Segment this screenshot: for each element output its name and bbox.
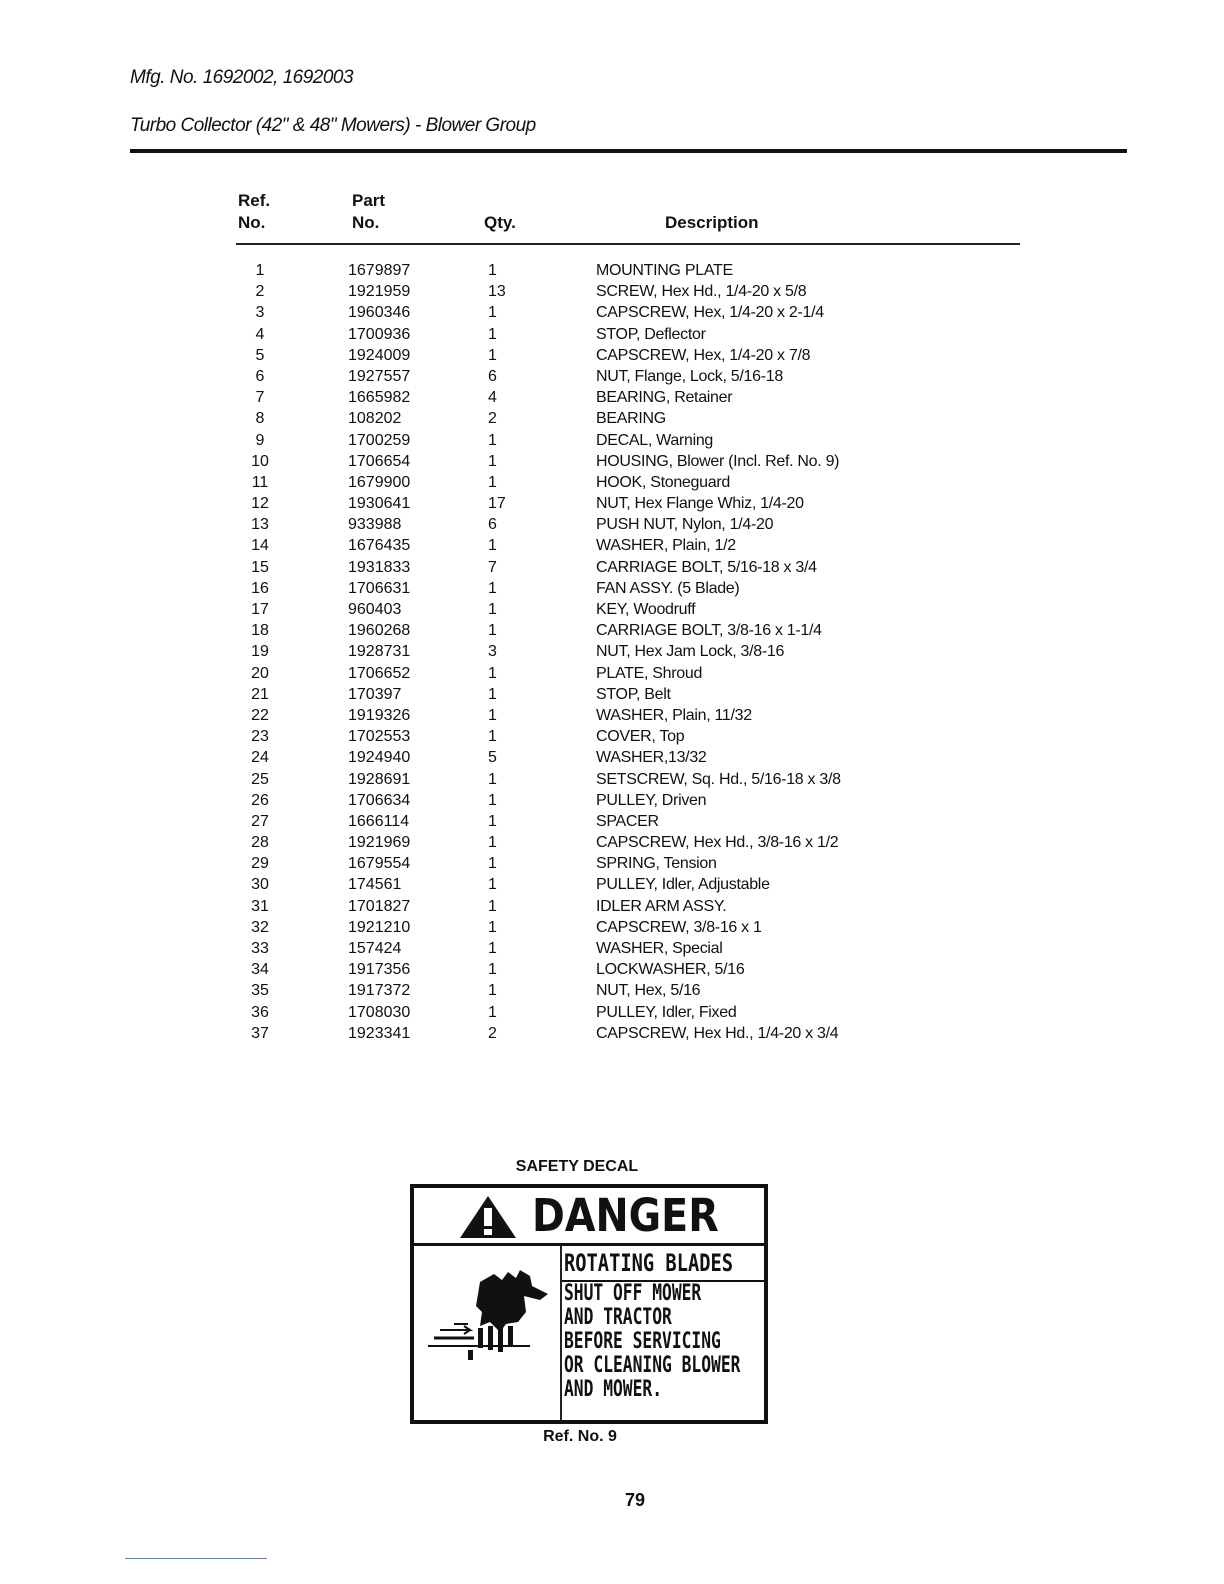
part-number: 1706654 <box>348 452 411 470</box>
description: COVER, Top <box>596 728 685 746</box>
quantity: 7 <box>488 558 497 576</box>
description: BEARING, Retainer <box>596 389 733 407</box>
description: PULLEY, Idler, Fixed <box>596 1003 737 1021</box>
ref-number: 12 <box>251 495 269 513</box>
part-number: 1923341 <box>348 1024 411 1042</box>
description: CAPSCREW, Hex, 1/4-20 x 2-1/4 <box>596 304 824 322</box>
description: SPACER <box>596 812 659 830</box>
description: LOCKWASHER, 5/16 <box>596 961 745 979</box>
safety-decal <box>410 1184 768 1424</box>
table-row <box>0 493 1224 514</box>
table-row <box>0 599 1224 620</box>
quantity: 1 <box>488 346 497 364</box>
quantity: 13 <box>488 283 506 301</box>
ref-number: 21 <box>251 685 269 703</box>
quantity: 1 <box>488 431 497 449</box>
description: CARRIAGE BOLT, 5/16-18 x 3/4 <box>596 558 817 576</box>
quantity: 1 <box>488 622 497 640</box>
quantity: 2 <box>488 1024 497 1042</box>
danger-word: DANGER <box>532 1189 719 1242</box>
table-row <box>0 345 1224 366</box>
ref-number: 7 <box>255 389 265 407</box>
table-row <box>0 811 1224 832</box>
ref-number: 25 <box>251 770 269 788</box>
decal-line: OR CLEANING BLOWER <box>564 1353 741 1378</box>
ref-number: 33 <box>251 940 269 957</box>
part-number: 1921959 <box>348 283 411 301</box>
ref-number: 16 <box>251 579 269 597</box>
part-number: 1700259 <box>348 431 411 449</box>
part-header-line1: Part <box>352 191 386 210</box>
part-number: 960403 <box>348 601 402 618</box>
table-row <box>0 853 1224 874</box>
description: HOUSING, Blower (Incl. Ref. No. 9) <box>596 452 840 470</box>
group-title: Turbo Collector (42" & 48" Mowers) - Blower Group <box>130 115 536 136</box>
quantity: 2 <box>488 410 497 428</box>
qty-header: Qty. <box>484 213 516 232</box>
description: PLATE, Shroud <box>596 664 703 682</box>
description: PULLEY, Driven <box>596 791 707 809</box>
quantity: 17 <box>488 495 506 513</box>
table-row <box>0 281 1224 302</box>
quantity: 1 <box>488 325 497 343</box>
quantity: 1 <box>488 304 497 322</box>
ref-number: 1 <box>255 262 265 279</box>
table-row <box>0 324 1224 345</box>
part-number: 1917372 <box>348 982 411 1000</box>
ref-number: 28 <box>251 834 269 852</box>
description: NUT, Hex Flange Whiz, 1/4-20 <box>596 495 804 513</box>
ref-header-line1: Ref. <box>238 191 271 210</box>
quantity: 1 <box>488 601 497 618</box>
ref-number: 11 <box>251 473 269 491</box>
table-row <box>0 260 1224 281</box>
quantity: 3 <box>488 643 497 661</box>
part-number: 174561 <box>348 876 402 894</box>
table-row <box>0 387 1224 408</box>
part-number: 1665982 <box>348 389 411 407</box>
table-row <box>0 302 1224 323</box>
table-row <box>0 535 1224 556</box>
ref-number: 8 <box>255 410 265 428</box>
table-row <box>0 366 1224 387</box>
part-number: 1706631 <box>348 579 411 597</box>
part-number: 1706652 <box>348 664 411 682</box>
part-number: 170397 <box>348 685 402 703</box>
parts-table-header <box>0 188 1224 244</box>
quantity: 1 <box>488 262 497 279</box>
quantity: 1 <box>488 876 497 894</box>
decal-danger-banner <box>414 1188 764 1246</box>
table-header-rule <box>236 243 1020 245</box>
part-number: 1702553 <box>348 728 411 746</box>
quantity: 1 <box>488 791 497 809</box>
description: BEARING <box>596 410 666 428</box>
ref-number: 4 <box>255 325 265 343</box>
ref-number: 19 <box>251 643 269 661</box>
table-row <box>0 451 1224 472</box>
table-row <box>0 663 1224 684</box>
description: SPRING, Tension <box>596 855 717 873</box>
description: CAPSCREW, Hex Hd., 1/4-20 x 3/4 <box>596 1024 839 1042</box>
description: SCREW, Hex Hd., 1/4-20 x 5/8 <box>596 283 807 301</box>
ref-number: 22 <box>251 706 269 724</box>
description: CARRIAGE BOLT, 3/8-16 x 1-1/4 <box>596 622 822 640</box>
description: SETSCREW, Sq. Hd., 5/16-18 x 3/8 <box>596 770 841 788</box>
quantity: 6 <box>488 367 497 385</box>
quantity: 1 <box>488 706 497 724</box>
part-number: 108202 <box>348 410 402 428</box>
part-number: 1960346 <box>348 304 411 322</box>
part-number: 157424 <box>348 940 402 957</box>
safety-decal-title: SAFETY DECAL <box>515 1158 639 1175</box>
ref-number: 9 <box>255 431 265 449</box>
part-number: 1679554 <box>348 855 411 873</box>
description: NUT, Hex Jam Lock, 3/8-16 <box>596 643 785 661</box>
description: DECAL, Warning <box>596 431 714 449</box>
ref-header-line2: No. <box>238 213 266 232</box>
table-row <box>0 980 1224 1001</box>
decal-divider <box>560 1246 562 1420</box>
ref-number: 15 <box>251 558 269 576</box>
description: NUT, Flange, Lock, 5/16-18 <box>596 367 783 385</box>
description: PUSH NUT, Nylon, 1/4-20 <box>596 516 774 534</box>
ref-number: 30 <box>251 876 269 894</box>
part-number: 1921969 <box>348 834 411 852</box>
part-number: 1666114 <box>348 812 410 830</box>
table-row <box>0 1023 1224 1044</box>
quantity: 1 <box>488 452 497 470</box>
description: CAPSCREW, Hex, 1/4-20 x 7/8 <box>596 346 811 364</box>
ref-number: 24 <box>251 749 269 767</box>
decal-line: AND TRACTOR <box>564 1305 672 1330</box>
table-row <box>0 938 1224 959</box>
warning-triangle-icon <box>458 1194 518 1240</box>
description: HOOK, Stoneguard <box>596 473 730 491</box>
decal-line: BEFORE SERVICING <box>564 1329 721 1354</box>
description: IDLER ARM ASSY. <box>596 897 727 915</box>
decal-heading: ROTATING BLADES <box>564 1249 734 1277</box>
mfg-number: Mfg. No. 1692002, 1692003 <box>130 67 354 88</box>
part-number: 1924940 <box>348 749 411 767</box>
description: WASHER, Plain, 11/32 <box>596 706 752 724</box>
ref-number: 18 <box>251 622 269 640</box>
table-row <box>0 684 1224 705</box>
ref-number: 17 <box>251 601 269 618</box>
quantity: 4 <box>488 389 497 407</box>
quantity: 1 <box>488 961 497 979</box>
description: KEY, Woodruff <box>596 601 696 618</box>
description-header: Description <box>665 213 759 232</box>
ref-number: 6 <box>255 367 265 385</box>
header-rule <box>130 149 1127 153</box>
ref-number: 10 <box>251 452 269 470</box>
hand-blade-hazard-icon <box>420 1266 560 1376</box>
part-number: 1930641 <box>348 495 411 513</box>
quantity: 1 <box>488 473 497 491</box>
quantity: 5 <box>488 749 497 767</box>
quantity: 1 <box>488 1003 497 1021</box>
part-number: 1928691 <box>348 770 411 788</box>
decal-line: SHUT OFF MOWER <box>564 1281 702 1306</box>
table-row <box>0 917 1224 938</box>
ref-number: 26 <box>251 791 269 809</box>
ref-number: 29 <box>251 855 269 873</box>
table-row <box>0 430 1224 451</box>
part-number: 1917356 <box>348 961 411 979</box>
quantity: 1 <box>488 834 497 852</box>
decal-line: AND MOWER. <box>564 1377 663 1402</box>
description: CAPSCREW, 3/8-16 x 1 <box>596 918 762 936</box>
ref-number: 32 <box>251 918 269 936</box>
quantity: 1 <box>488 982 497 1000</box>
table-row <box>0 726 1224 747</box>
table-row <box>0 514 1224 535</box>
table-row <box>0 472 1224 493</box>
ref-number: 27 <box>251 812 269 830</box>
part-number: 1679897 <box>348 262 411 279</box>
part-number: 1928731 <box>348 643 411 661</box>
parts-table-body <box>0 260 1224 1044</box>
part-number: 1701827 <box>348 897 411 915</box>
part-number: 1676435 <box>348 537 411 555</box>
description: NUT, Hex, 5/16 <box>596 982 701 1000</box>
table-row <box>0 705 1224 726</box>
quantity: 1 <box>488 855 497 873</box>
part-header-line2: No. <box>352 213 380 232</box>
ref-number: 35 <box>251 982 269 1000</box>
quantity: 1 <box>488 918 497 936</box>
ref-number: 36 <box>251 1003 269 1021</box>
ref-number: 34 <box>251 961 269 979</box>
part-number: 1931833 <box>348 558 411 576</box>
quantity: 1 <box>488 537 497 555</box>
part-number: 1679900 <box>348 473 411 491</box>
table-row <box>0 578 1224 599</box>
part-number: 1927557 <box>348 367 411 385</box>
description: WASHER,13/32 <box>596 749 707 767</box>
ref-number: 3 <box>255 304 265 322</box>
ref-number: 14 <box>251 537 269 555</box>
part-number: 933988 <box>348 516 402 534</box>
part-number: 1708030 <box>348 1003 411 1021</box>
table-row <box>0 769 1224 790</box>
description: PULLEY, Idler, Adjustable <box>596 876 770 894</box>
quantity: 1 <box>488 812 497 830</box>
part-number: 1924009 <box>348 346 411 364</box>
table-row <box>0 557 1224 578</box>
table-row <box>0 874 1224 895</box>
quantity: 1 <box>488 897 497 915</box>
table-row <box>0 408 1224 429</box>
decal-body <box>564 1282 824 1402</box>
quantity: 1 <box>488 940 497 957</box>
description: WASHER, Plain, 1/2 <box>596 537 736 555</box>
quantity: 6 <box>488 516 497 534</box>
description: STOP, Belt <box>596 685 671 703</box>
quantity: 1 <box>488 770 497 788</box>
page-number: 79 <box>624 1490 646 1510</box>
part-number: 1919326 <box>348 706 411 724</box>
quantity: 1 <box>488 664 497 682</box>
part-number: 1706634 <box>348 791 411 809</box>
table-row <box>0 1002 1224 1023</box>
ref-number: 31 <box>251 897 269 915</box>
ref-number: 20 <box>251 664 269 682</box>
description: STOP, Deflector <box>596 325 706 343</box>
decal-ref-number: Ref. No. 9 <box>543 1428 617 1445</box>
part-number: 1700936 <box>348 325 411 343</box>
description: WASHER, Special <box>596 940 723 957</box>
ref-number: 2 <box>255 283 265 301</box>
ref-number: 37 <box>251 1024 269 1042</box>
quantity: 1 <box>488 728 497 746</box>
part-number: 1960268 <box>348 622 411 640</box>
ref-number: 5 <box>255 346 265 364</box>
ref-number: 13 <box>251 516 269 534</box>
description: MOUNTING PLATE <box>596 262 733 279</box>
table-row <box>0 959 1224 980</box>
table-row <box>0 790 1224 811</box>
part-number: 1921210 <box>348 918 411 936</box>
bottom-rule <box>125 1558 267 1559</box>
description: FAN ASSY. (5 Blade) <box>596 579 740 597</box>
table-row <box>0 747 1224 768</box>
table-row <box>0 620 1224 641</box>
table-row <box>0 641 1224 662</box>
description: CAPSCREW, Hex Hd., 3/8-16 x 1/2 <box>596 834 839 852</box>
quantity: 1 <box>488 685 497 703</box>
ref-number: 23 <box>251 728 269 746</box>
table-row <box>0 896 1224 917</box>
quantity: 1 <box>488 579 497 597</box>
table-row <box>0 832 1224 853</box>
